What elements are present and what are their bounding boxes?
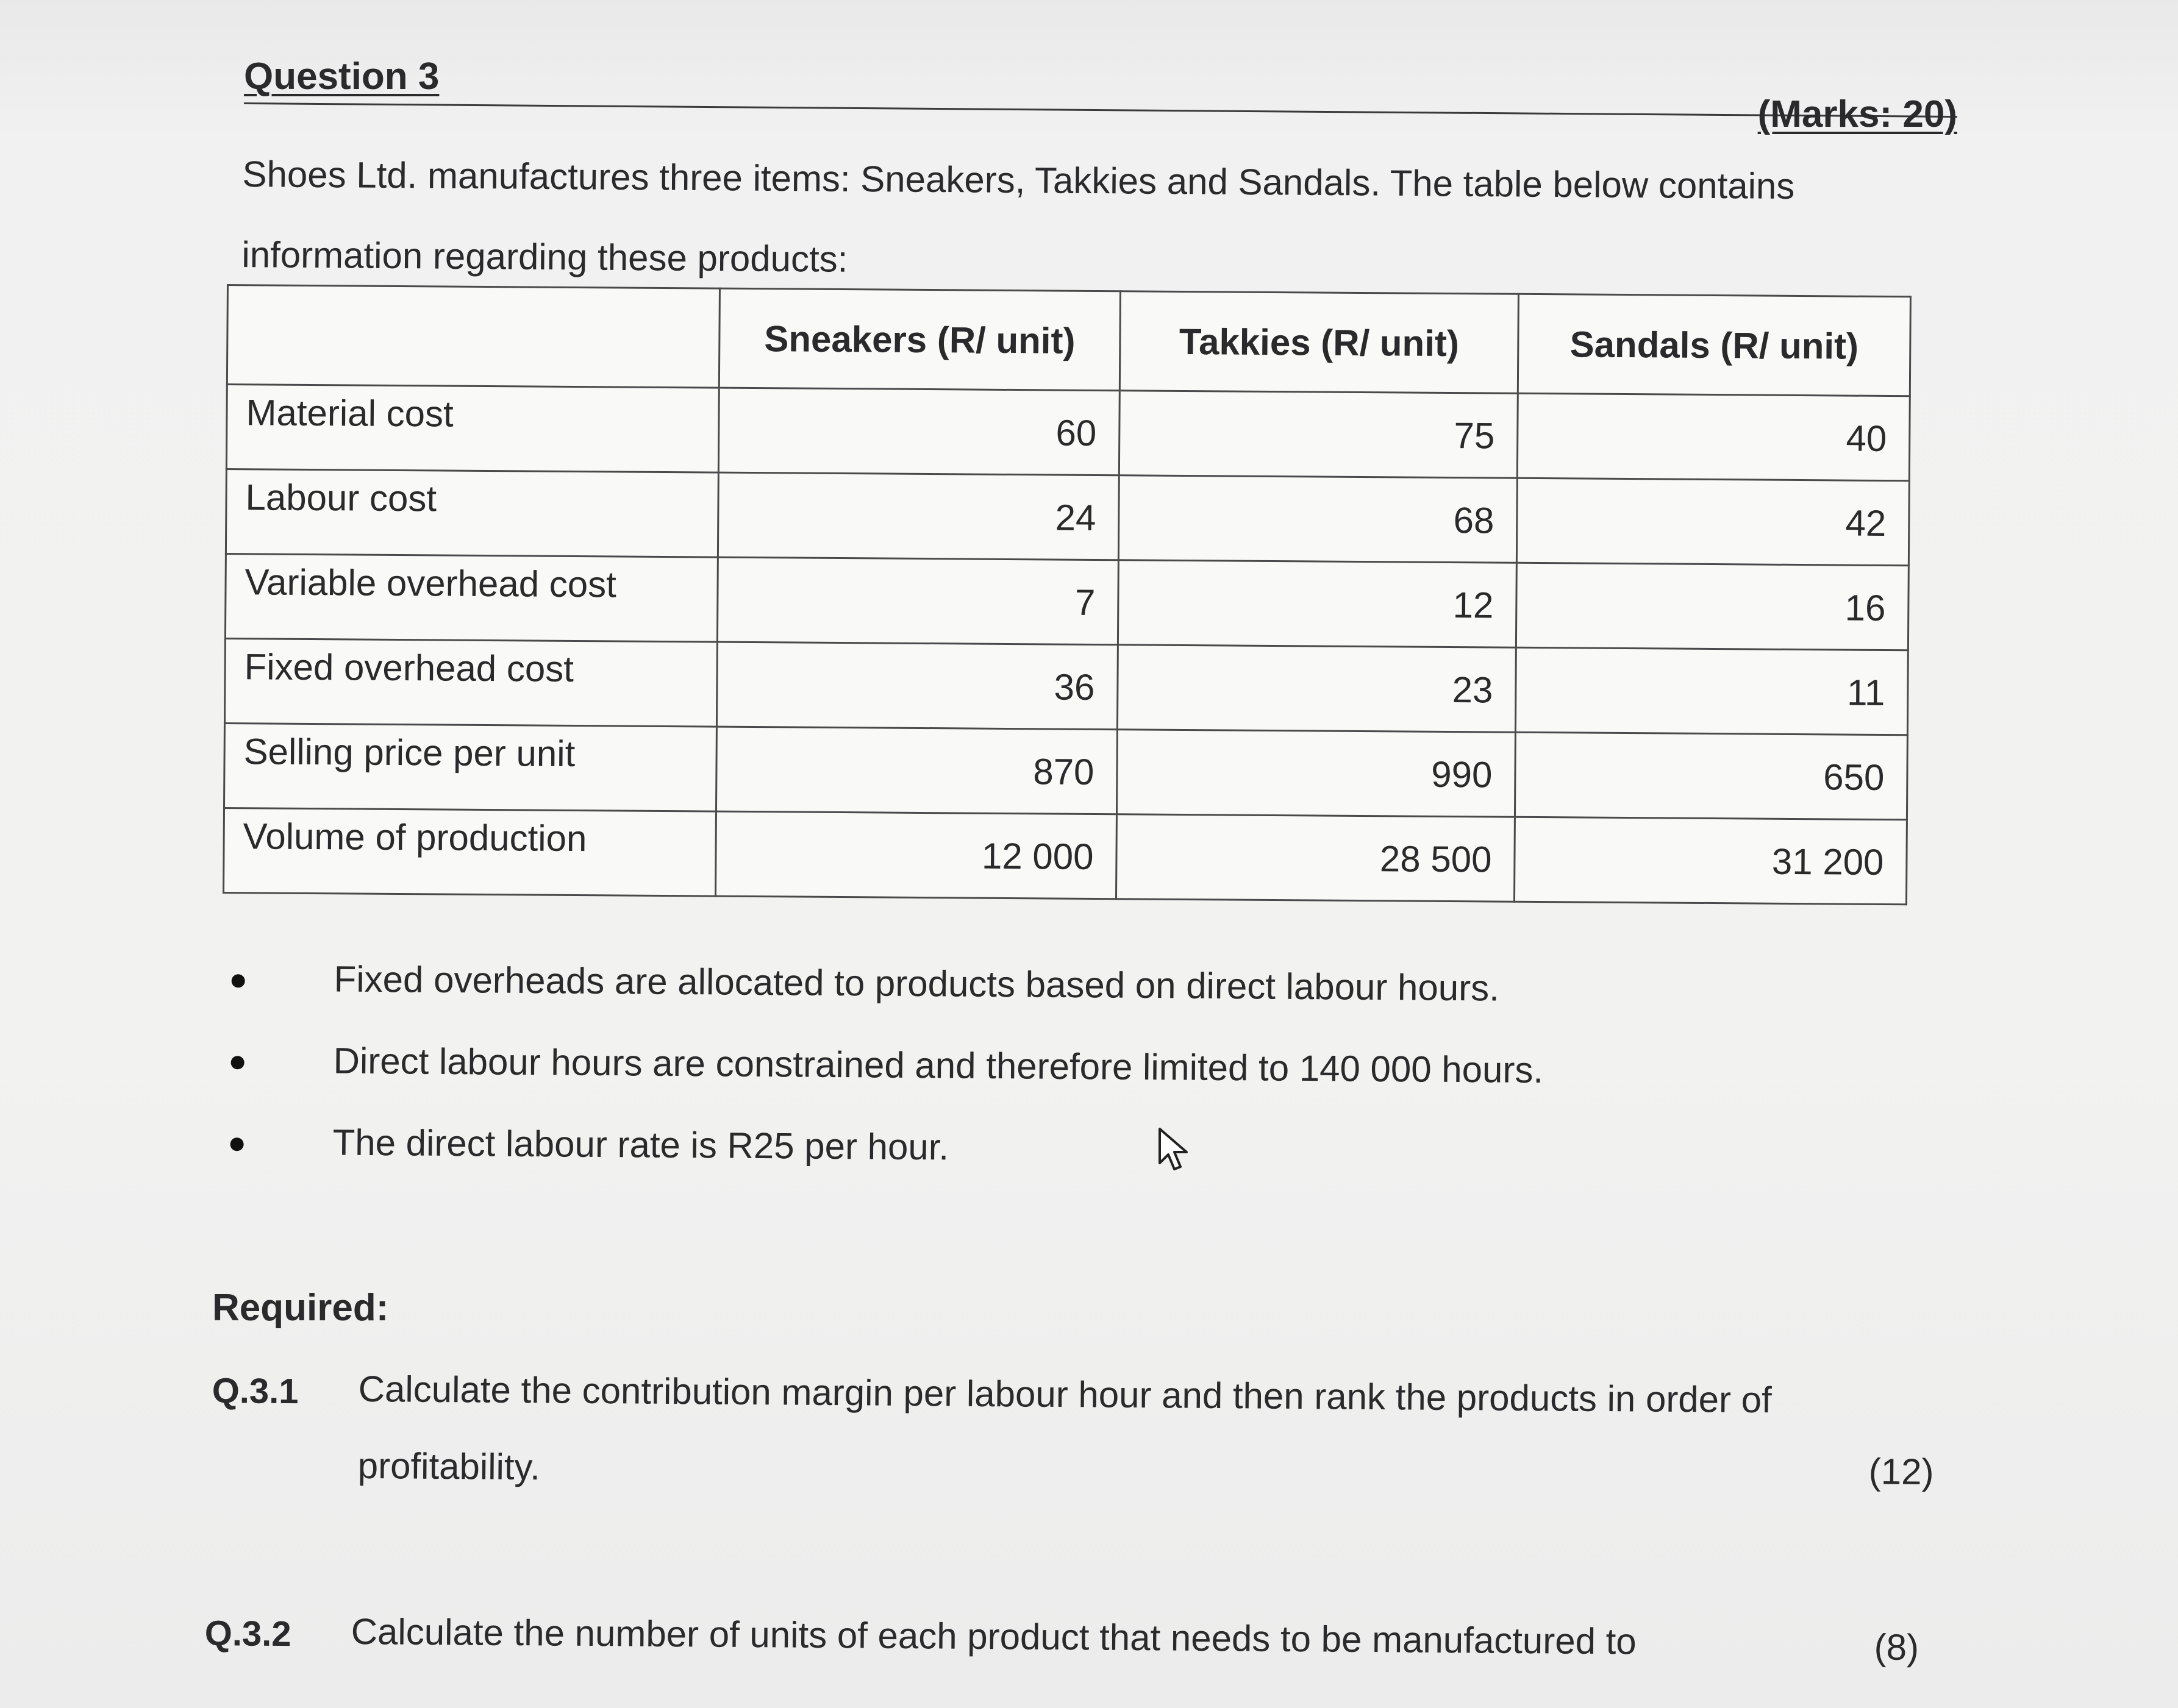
table-row (224, 808, 1907, 904)
list-item (218, 1039, 1804, 1133)
table-header-sandals: Sandals (R/ unit) (1518, 294, 1910, 396)
table-cell: 990 (1116, 730, 1515, 817)
question-header (244, 49, 1957, 134)
row-label: Labour cost (226, 469, 718, 558)
table-cell: 11 (1515, 647, 1908, 735)
list-item (218, 1120, 1804, 1214)
table-row (224, 723, 1907, 819)
question-3-1 (212, 1368, 1944, 1493)
row-label: Fixed overhead cost (224, 638, 717, 727)
bullet-text: Direct labour hours are constrained and therefore limited to 140 000 hours. (333, 1040, 1544, 1091)
required-heading: Required: (212, 1287, 389, 1329)
question-number: Q.3.2 (204, 1614, 291, 1654)
mouse-pointer-icon (1157, 1126, 1194, 1175)
table-header-row (227, 285, 1910, 396)
table-cell: 60 (718, 388, 1119, 475)
table-cell: 42 (1516, 478, 1909, 565)
table-cell: 75 (1119, 391, 1518, 479)
list-item (219, 957, 1805, 1051)
question-text: Calculate the contribution margin per labour hour and then rank the products in order of profitability. (357, 1368, 1773, 1488)
table-cell: 23 (1117, 645, 1516, 733)
intro-paragraph: Shoes Ltd. manufactures three items: Sneakers, Takkies and Sandals. The table below contains information regarding these products: (241, 153, 1795, 280)
title-divider (244, 102, 1957, 118)
table-row (225, 553, 1908, 650)
question-number: Q.3.1 (212, 1371, 299, 1412)
row-label: Volume of production (224, 808, 716, 896)
table-cell: 68 (1118, 475, 1517, 563)
table-row (226, 385, 1910, 481)
question-marks: (12) (1868, 1451, 1934, 1493)
table-cell: 12 (1118, 560, 1516, 648)
table-cell: 7 (717, 557, 1118, 645)
bullet-icon (232, 974, 245, 987)
table-cell: 16 (1516, 563, 1908, 650)
table-row (226, 469, 1909, 566)
question-3-2 (204, 1610, 1937, 1668)
table-cell: 40 (1517, 393, 1910, 480)
bullet-icon (230, 1137, 244, 1151)
row-label: Material cost (226, 385, 719, 473)
row-label: Variable overhead cost (225, 553, 718, 642)
row-label: Selling price per unit (224, 723, 716, 811)
cost-table (223, 284, 1912, 905)
table-cell: 31 200 (1514, 817, 1907, 904)
question-text: Calculate the number of units of each product that needs to be manufactured to (351, 1610, 1637, 1662)
total-marks: (Marks: 20) (1757, 93, 1957, 135)
bullet-list (218, 957, 1805, 1214)
bullet-text: The direct labour rate is R25 per hour. (332, 1122, 949, 1168)
table-cell: 650 (1515, 732, 1907, 819)
question-title: Question 3 (244, 55, 440, 98)
table-cell: 12 000 (716, 811, 1117, 899)
table-cell: 24 (718, 472, 1119, 560)
table-row (224, 638, 1908, 735)
bullet-icon (231, 1056, 245, 1069)
table-cell: 870 (716, 727, 1117, 814)
table-header-takkies: Takkies (R/ unit) (1119, 291, 1518, 394)
table-cell: 28 500 (1116, 814, 1515, 902)
question-marks: (8) (1874, 1626, 1919, 1668)
bullet-text: Fixed overheads are allocated to products based on direct labour hours. (334, 958, 1500, 1009)
table-header-corner (227, 285, 719, 388)
table-cell: 36 (716, 642, 1118, 730)
cost-table-wrapper (223, 284, 1912, 905)
table-header-sneakers: Sneakers (R/ unit) (719, 288, 1120, 391)
